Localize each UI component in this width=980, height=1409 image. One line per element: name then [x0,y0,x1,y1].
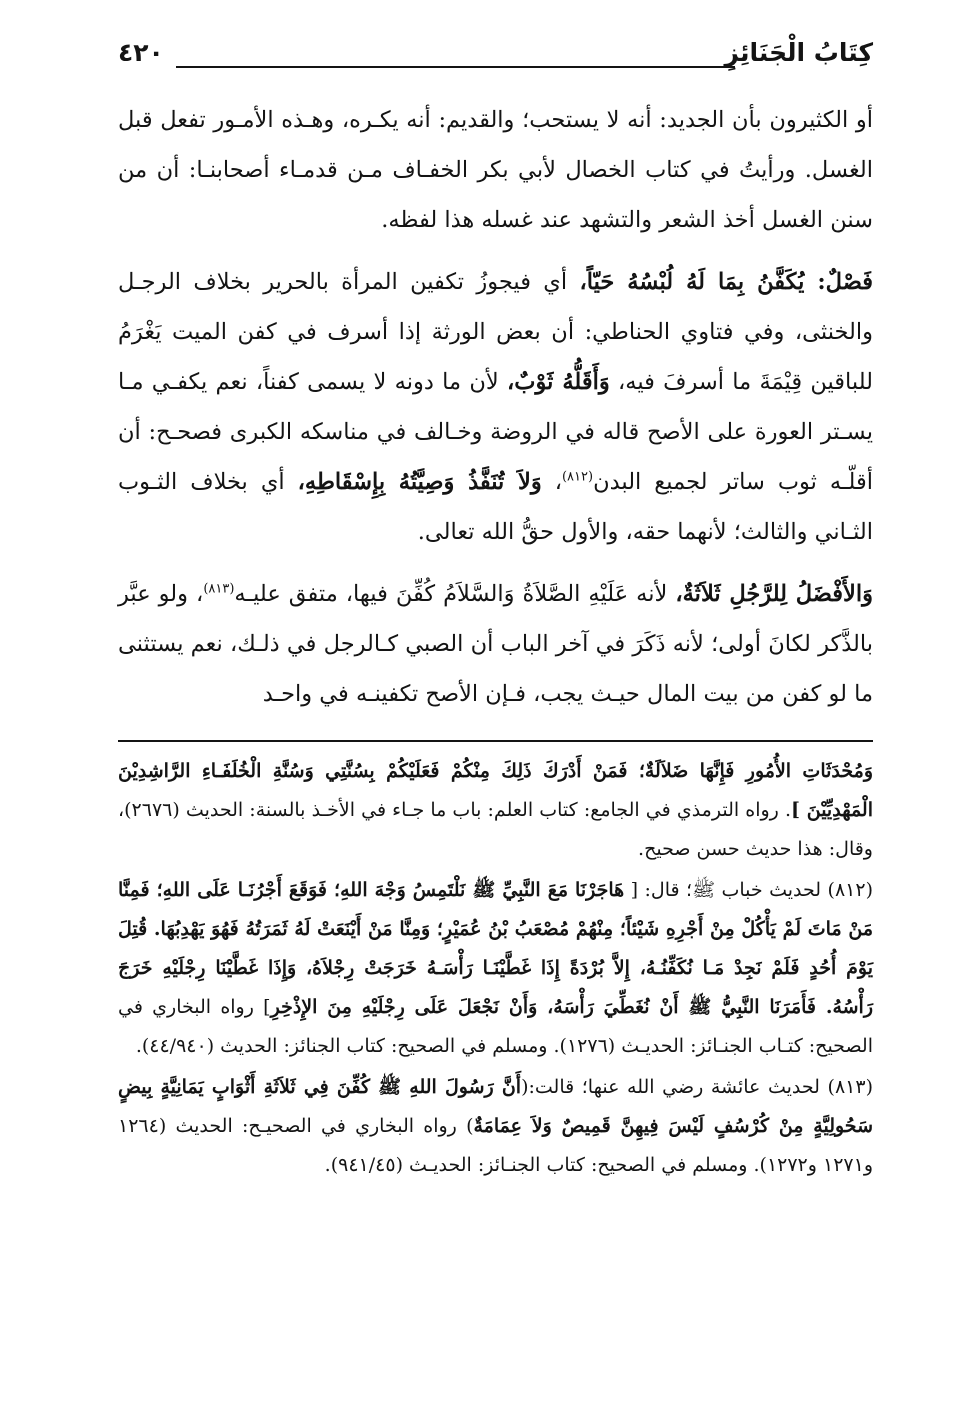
footnote-reference-813[interactable]: (٨١٣) [203,581,235,597]
matn-chapter-heading: فَصْلٌ: يُكَفَّنُ بِمَا لَهُ لُبْسُهُ حَيّاً، [579,269,873,295]
footnote-812 [118,871,873,1066]
header-rule [176,66,735,68]
commentary-text: أي بخلاف الثـوب الثـاني والثالث؛ لأنهما حقه، والأول حقُّ الله تعالى. [118,469,873,545]
footnote-intro: لحديث خباب ﷺ؛ قال: [ [624,879,828,901]
source-citation: ] رواه البخاري في الصحيح: كتـاب الجنـائز: الحديـث (١٢٧٦). ومسلم في الصحيح: كتاب الجنائز: الحديث (٤٤/٩٤٠). [118,996,873,1057]
page-header [118,38,873,78]
hadith-text: أَنَّ رَسُولَ اللهِ ﷺ كُفِّنَ فِي ثَلاَثَةِ أَثْوَابٍ يَمَانِيَّةٍ بِيضٍ سَحُولِيَّةٍ مِنْ كُرْسُفٍ لَيْسَ فِيهِنَّ قَمِيصٌ وَلاَ عِمَامَةٌ [118,1076,873,1137]
commentary-text: ، [541,469,562,495]
footnotes-section [118,752,873,1185]
matn-text: وَأَقَلُّهُ ثَوْبٌ، [507,369,610,395]
footnote-separator [118,740,873,742]
running-title: كِتَابُ الْجَنَائِزِ [724,38,873,67]
paragraph-1 [118,95,873,245]
main-text [118,95,873,719]
commentary-text: لأنه عَلَيْهِ الصَّلاَةُ وَالسَّلاَمُ كُفِّنَ فيها، متفق عليـه [234,581,676,607]
footnote-number: (٨١٣) [827,1076,873,1098]
source-citation: . رواه الترمذي في الجامع: كتاب العلم: باب ما جـاء في الأخـذ بالسنة: الحديث (٢٦٧٦)، وقال: هذا حديث حسن صحيح. [118,799,873,860]
commentary-text: أي فيجوزُ تكفين المرأة بالحرير بخلاف الرجـل والخنثى، وفي فتاوي الحناطي: أن بعض الورثة إذا أسرف في كفن الميت يَغْرَمُ للباقين قِيْمَةَ ما أسرفَ فيه، [118,269,874,395]
commentary-text: لأن ما دونه لا يسمى كفناً، نعم يكفـي مـا يسـتر العورة على الأصح قاله في الروضة وخـالف في مناسكه الكبرى فصحـح: أن أقلّـه ثوب ساتر لجميع البدن [118,369,873,495]
footnote-reference-812[interactable]: (٨١٢) [561,469,594,485]
hadith-text: هَاجَرْنَا مَعَ النَّبِيِّ ﷺ نَلْتَمِسُ وَجْهَ اللهِ؛ فَوَقَعَ أَجْرُنَـا عَلَى اللهِ؛ فَمِنَّا مَنْ مَاتَ لَمْ يَأْكُلْ مِنْ أَجْرِهِ شَيْئاً؛ مِنْهُمْ مُصْعَبُ بْنُ عُمَيْرٍ؛ وَمِنَّا مَنْ أَيْنَعَتْ لَهُ ثَمَرَتُهُ فَهُوَ يَهْدِبُهَا. قُتِلَ يَوْمَ أُحُدٍ فَلَمْ نَجِدْ مَـا نُكَفِّنُـهُ، إِلاَّ بُرْدَةً إِذَا غَطَّيْنَـا رَأْسَـهُ خَرَجَتْ رِجْلاَهُ، وَإِذَا غَطَّيْنَا رِجْلَيْهِ خَرَجَ رَأْسُهُ. فَأَمَرَنَا النَّبِيُّ ﷺ أَنْ نُغَطِّيَ رَأْسَهُ، وَأَنْ نَجْعَلَ عَلَى رِجْلَيْهِ مِنَ الإِذْخِرِ [118,879,874,1018]
paragraph-1-text: أو الكثيرون بأن الجديد: أنه لا يستحب؛ والقديم: أنه يكـره، وهـذه الأمـور تفعل قبل الغسل. ورأيتُ في كتاب الخصال لأبي بكر الخفـاف مـن قدمـاء أصحابنـا: أن من سنن الغسل أخذ الشعر والتشهد عند غسله هذا لفظه. [118,107,873,233]
hadith-text: وَمُحْدَثَاتِ الأُمُورِ فَإِنَّهَا ضَلاَلَةٌ؛ فَمَنْ أَدْرَكَ ذَلِكَ مِنْكُمْ فَعَلَيْكُمْ بِسُنَّتِي وَسُنَّةِ الْخُلَفَـاءِ الرَّاشِدِيْنَ الْمَهْدِيِّيْنَ ] [118,760,873,821]
page-number: ٤٢٠ [118,38,164,67]
footnote-intro: لحديث عائشة رضي الله عنها؛ قالت:( [521,1076,828,1098]
footnote-813 [118,1068,873,1185]
matn-text: وَالأَفْضَلُ لِلرَّجُلِ ثَلاَثَةٌ، [675,581,873,607]
paragraph-3 [118,569,873,719]
paragraph-2 [118,257,873,557]
source-citation: ) رواه البخاري في الصحيـح: الحديث (١٢٦٤ و١٢٧١ و١٢٧٢). ومسلم في الصحيح: كتاب الجنـائز: الحديـث (٩٤١/٤٥). [118,1115,873,1176]
commentary-text: ، ولو عبَّر بالذَّكر لكانَ أولى؛ لأنه ذَكَرَ في آخر الباب أن الصبي كـالرجل في ذلـك، نعم يستثنى ما لو كفن من بيت المال حيـث يجب، فـإن الأصح تكفينـه في واحـد [118,581,873,707]
footnote-continuation [118,752,873,869]
matn-text: وَلاَ تُنَفَّذُ وَصِيَّتُهُ بِإِسْقَاطِهِ، [297,469,542,495]
footnote-number: (٨١٢) [827,879,873,901]
